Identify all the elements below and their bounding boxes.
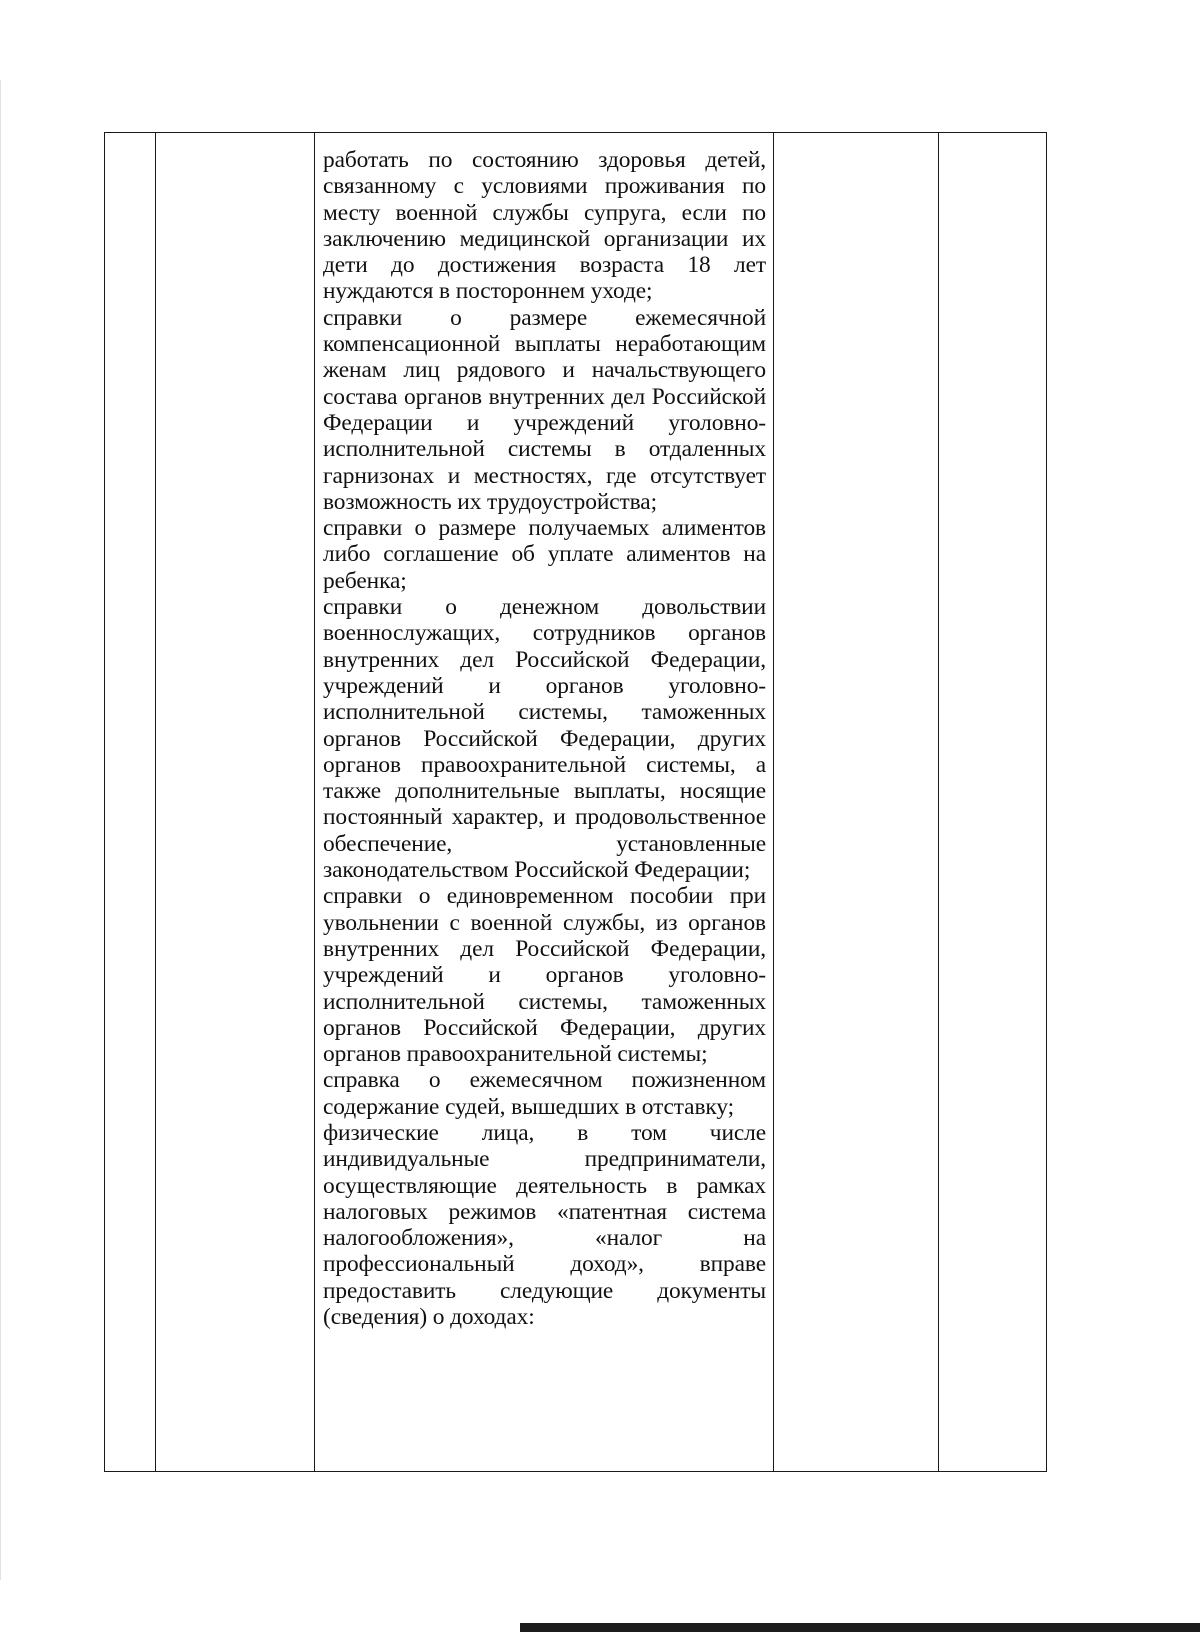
paragraph: работать по состоянию здоровья детей, связанному с условиями проживания по месту военной службы супруга, если по заключению медицинской организации их дети до достижения возраста 18 лет нуждаются в постороннем уходе; bbox=[323, 147, 766, 305]
paragraph: физические лица, в том числе индивидуальные предприниматели, осуществляющие деятельность в рамках налоговых режимов «патентная система налогообложения», «налог на профессиональный доход», вправе предоставить следующие документы (сведения) о доходах: bbox=[323, 1119, 766, 1331]
table-cell-documents bbox=[315, 133, 774, 1472]
document-table bbox=[104, 132, 1047, 1472]
paragraph: справка о ежемесячном пожизненном содержание судей, вышедших в отставку; bbox=[323, 1067, 766, 1120]
scan-edge-shadow bbox=[0, 80, 1, 1580]
paragraph: справки о размере ежемесячной компенсационной выплаты неработающим женам лиц рядового и начальствующего состава органов внутренних дел Российской Федерации и учреждений уголовно-исполнительной системы в отдаленных гарнизонах и местностях, где отсутствует возможность их трудоустройства; bbox=[323, 304, 766, 515]
table-cell-empty bbox=[774, 133, 939, 1472]
table-cell-empty bbox=[939, 133, 1047, 1472]
paragraph: справки о единовременном пособии при увольнении с военной службы, из органов внутренних дел Российской Федерации, учреждений и органов уголовно-исполнительной системы, таможенных органов Российской Федерации, других органов правоохранительной системы; bbox=[323, 883, 766, 1068]
paragraph: справки о размере получаемых алиментов либо соглашение об уплате алиментов на ребенка; bbox=[323, 515, 766, 594]
table-row bbox=[105, 133, 1047, 1472]
table-cell-number bbox=[105, 133, 156, 1472]
table-cell-category bbox=[156, 133, 315, 1472]
scan-bottom-edge bbox=[520, 1623, 1200, 1632]
paragraph: справки о денежном довольствии военнослужащих, сотрудников органов внутренних дел Российской Федерации, учреждений и органов уголовно-исполнительной системы, таможенных органов Российской Федерации, других органов правоохранительной системы, а также дополнительные выплаты, носящие постоянный характер, и продовольственное обеспечение, установленные законодательством Российской Федерации; bbox=[323, 594, 766, 884]
